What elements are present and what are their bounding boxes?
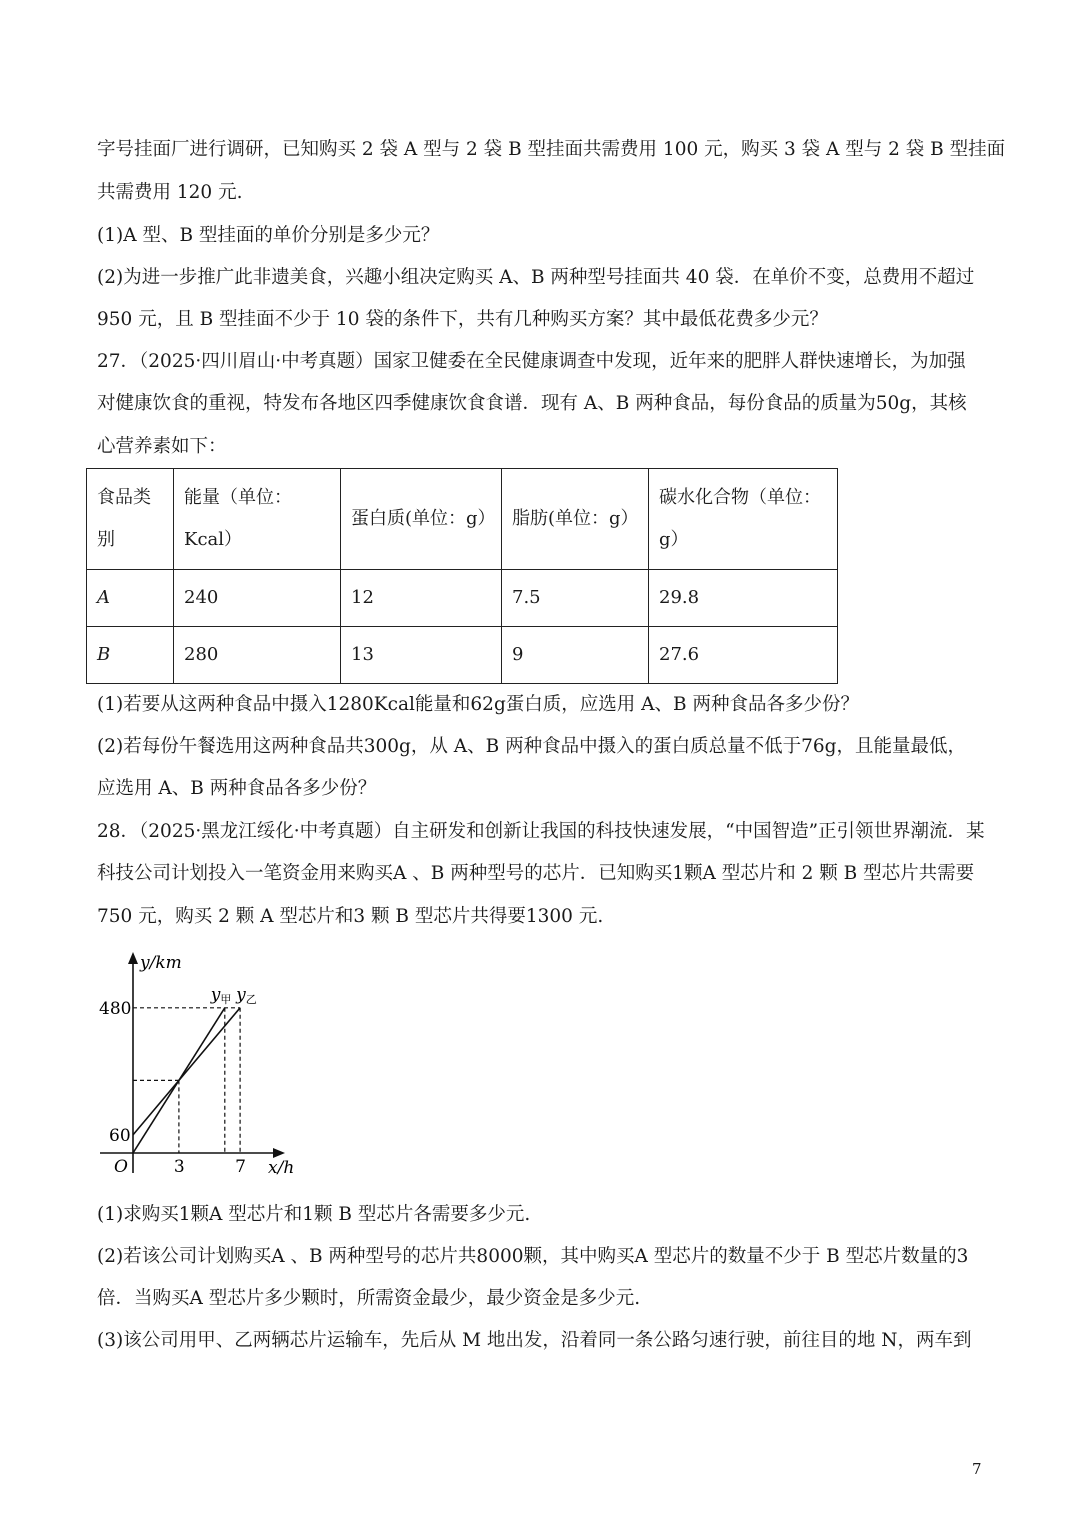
text-line: (1)求购买1颗A 型芯片和1颗 B 型芯片各需要多少元. (97, 1204, 531, 1225)
text-line: 28．（2025·黑龙江绥化·中考真题）自主研发和创新让我国的科技快速发展，“中国智造”正引领世界潮流．某 (97, 821, 985, 842)
series-line-yi (133, 1008, 240, 1135)
text-line: 950 元，且 B 型挂面不少于 10 袋的条件下，共有几种购买方案？其中最低花费多少元？ (97, 309, 828, 330)
header-text: Kcal） (184, 529, 243, 550)
x-axis-arrow-icon (273, 1148, 285, 1158)
header-text: 蛋白质(单位：g） (351, 508, 496, 529)
distance-time-graph (90, 940, 320, 1185)
header-text: 碳水化合物（单位： (659, 487, 821, 508)
table-cell: 29.8 (649, 570, 838, 627)
x-tick-label: 3 (173, 1157, 185, 1177)
origin-label: O (114, 1157, 128, 1177)
table-cell: 9 (502, 627, 649, 684)
text-line: 27．（2025·四川眉山·中考真题）国家卫健委在全民健康调查中发现，近年来的肥胖人群快速增长，为加强 (97, 351, 966, 372)
header-cell (87, 469, 174, 570)
text-line: (1)A 型、B 型挂面的单价分别是多少元？ (97, 225, 440, 246)
header-text: 别 (97, 529, 115, 550)
table-cell: A (87, 570, 174, 627)
table-row (87, 570, 838, 627)
text-line: 共需费用 120 元. (97, 182, 243, 203)
x-tick-label: 7 (235, 1157, 246, 1177)
y-tick-label: 480 (99, 998, 132, 1019)
text-line: (2)若每份午餐选用这两种食品共300g，从 A、B 两种食品中摄入的蛋白质总量不低于76g，且能量最低， (97, 736, 966, 757)
text-line: (2)若该公司计划购买A 、B 两种型号的芯片共8000颗，其中购买A 型芯片的数量不少于 B 型芯片数量的3 (97, 1246, 969, 1267)
series-label-subscript: 甲 (220, 992, 232, 1006)
y-tick-label: 60 (109, 1125, 131, 1146)
y-axis-arrow-icon (128, 952, 138, 964)
page-number: 7 (972, 1460, 982, 1478)
text-line: 字号挂面厂进行调研，已知购买 2 袋 A 型与 2 袋 B 型挂面共需费用 100 元，购买 3 袋 A 型与 2 袋 B 型挂面 (97, 139, 1006, 160)
text-line: (2)为进一步推广此非遗美食，兴趣小组决定购买 A、B 两种型号挂面共 40 袋．在单价不变，总费用不超过 (97, 267, 975, 288)
table-row (87, 627, 838, 684)
text-line: 应选用 A、B 两种食品各多少份？ (97, 778, 377, 799)
header-cell (502, 469, 649, 570)
header-text: 脂肪(单位：g） (512, 508, 639, 529)
series-label-subscript: 乙 (245, 992, 257, 1006)
table-cell: 12 (341, 570, 502, 627)
text-line: (1)若要从这两种食品中摄入1280Kcal能量和62g蛋白质，应选用 A、B 两种食品各多少份？ (97, 694, 860, 715)
table-cell: B (87, 627, 174, 684)
header-cell (649, 469, 838, 570)
table-cell: 13 (341, 627, 502, 684)
table-header-row (87, 469, 838, 570)
table-cell: 27.6 (649, 627, 838, 684)
text-line: 750 元，购买 2 颗 A 型芯片和3 颗 B 型芯片共得要1300 元. (97, 906, 604, 927)
header-text: 能量（单位： (184, 487, 292, 508)
x-axis-label: x/h (268, 1158, 295, 1178)
header-text: g） (659, 529, 689, 550)
table-cell: 240 (174, 570, 341, 627)
series-label: y甲 (210, 984, 232, 1006)
text-line: 倍．当购买A 型芯片多少颗时，所需资金最少，最少资金是多少元. (97, 1288, 641, 1309)
text-line: 对健康饮食的重视，特发布各地区四季健康饮食食谱．现有 A、B 两种食品，每份食品的质量为50g，其核 (97, 393, 967, 414)
text-line: 科技公司计划投入一笔资金用来购买A 、B 两种型号的芯片．已知购买1颗A 型芯片和 2 颗 B 型芯片共需要 (97, 863, 975, 884)
text-line: (3)该公司用甲、乙两辆芯片运输车，先后从 M 地出发，沿着同一条公路匀速行驶，前往目的地 N，两车到 (97, 1330, 972, 1351)
nutrition-table (86, 468, 838, 684)
header-cell (341, 469, 502, 570)
y-axis-label: y/km (140, 953, 182, 973)
table-cell: 7.5 (502, 570, 649, 627)
header-text: 食品类 (97, 487, 151, 508)
series-label: y乙 (236, 984, 257, 1006)
text-line: 心营养素如下： (97, 436, 227, 457)
table-cell: 280 (174, 627, 341, 684)
header-cell (174, 469, 341, 570)
